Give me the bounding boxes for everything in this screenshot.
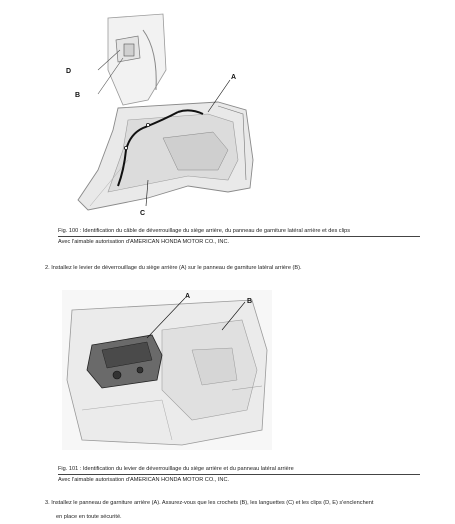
step-2-text: 2. Installez le levier de déverrouillage du siège arrière (A) sur le panneau de garniture latéral arrière (B).: [45, 265, 302, 271]
step-3-text-line2: en place en toute sécurité.: [56, 514, 122, 520]
figure-101-drawing: [62, 290, 272, 450]
callout-b: B: [247, 298, 253, 305]
figure-100-drawing: [68, 10, 268, 220]
callout-d: D: [66, 68, 72, 75]
figure-101-credit: Avec l'aimable autorisation d'AMERICAN HONDA MOTOR CO., INC.: [58, 477, 230, 483]
figure-101-illustration: [62, 290, 272, 450]
callout-c: C: [140, 210, 146, 217]
figure-100-illustration: [68, 10, 268, 220]
figure-100-caption-rule: [58, 236, 420, 237]
figure-100-caption: Fig. 100 : Identification du câble de déverrouillage du siège arrière, du panneau de garniture latéral arrière et des clips: [58, 228, 350, 234]
figure-101-caption: Fig. 101 : Identification du levier de déverrouillage du siège arrière et du panneau latéral arrière: [58, 466, 294, 472]
callout-a: A: [231, 74, 237, 81]
figure-101-caption-rule: [58, 474, 420, 475]
step-3-text-line1: 3. Installez le panneau de garniture arrière (A). Assurez-vous que les crochets (B), les languettes (C) et les clips (D, E) s'enclenchent: [45, 500, 374, 506]
clip-detail-inset: [98, 14, 166, 105]
callout-b: B: [75, 92, 81, 99]
figure-100-credit: Avec l'aimable autorisation d'AMERICAN HONDA MOTOR CO., INC.: [58, 239, 230, 245]
callout-a: A: [185, 293, 191, 300]
